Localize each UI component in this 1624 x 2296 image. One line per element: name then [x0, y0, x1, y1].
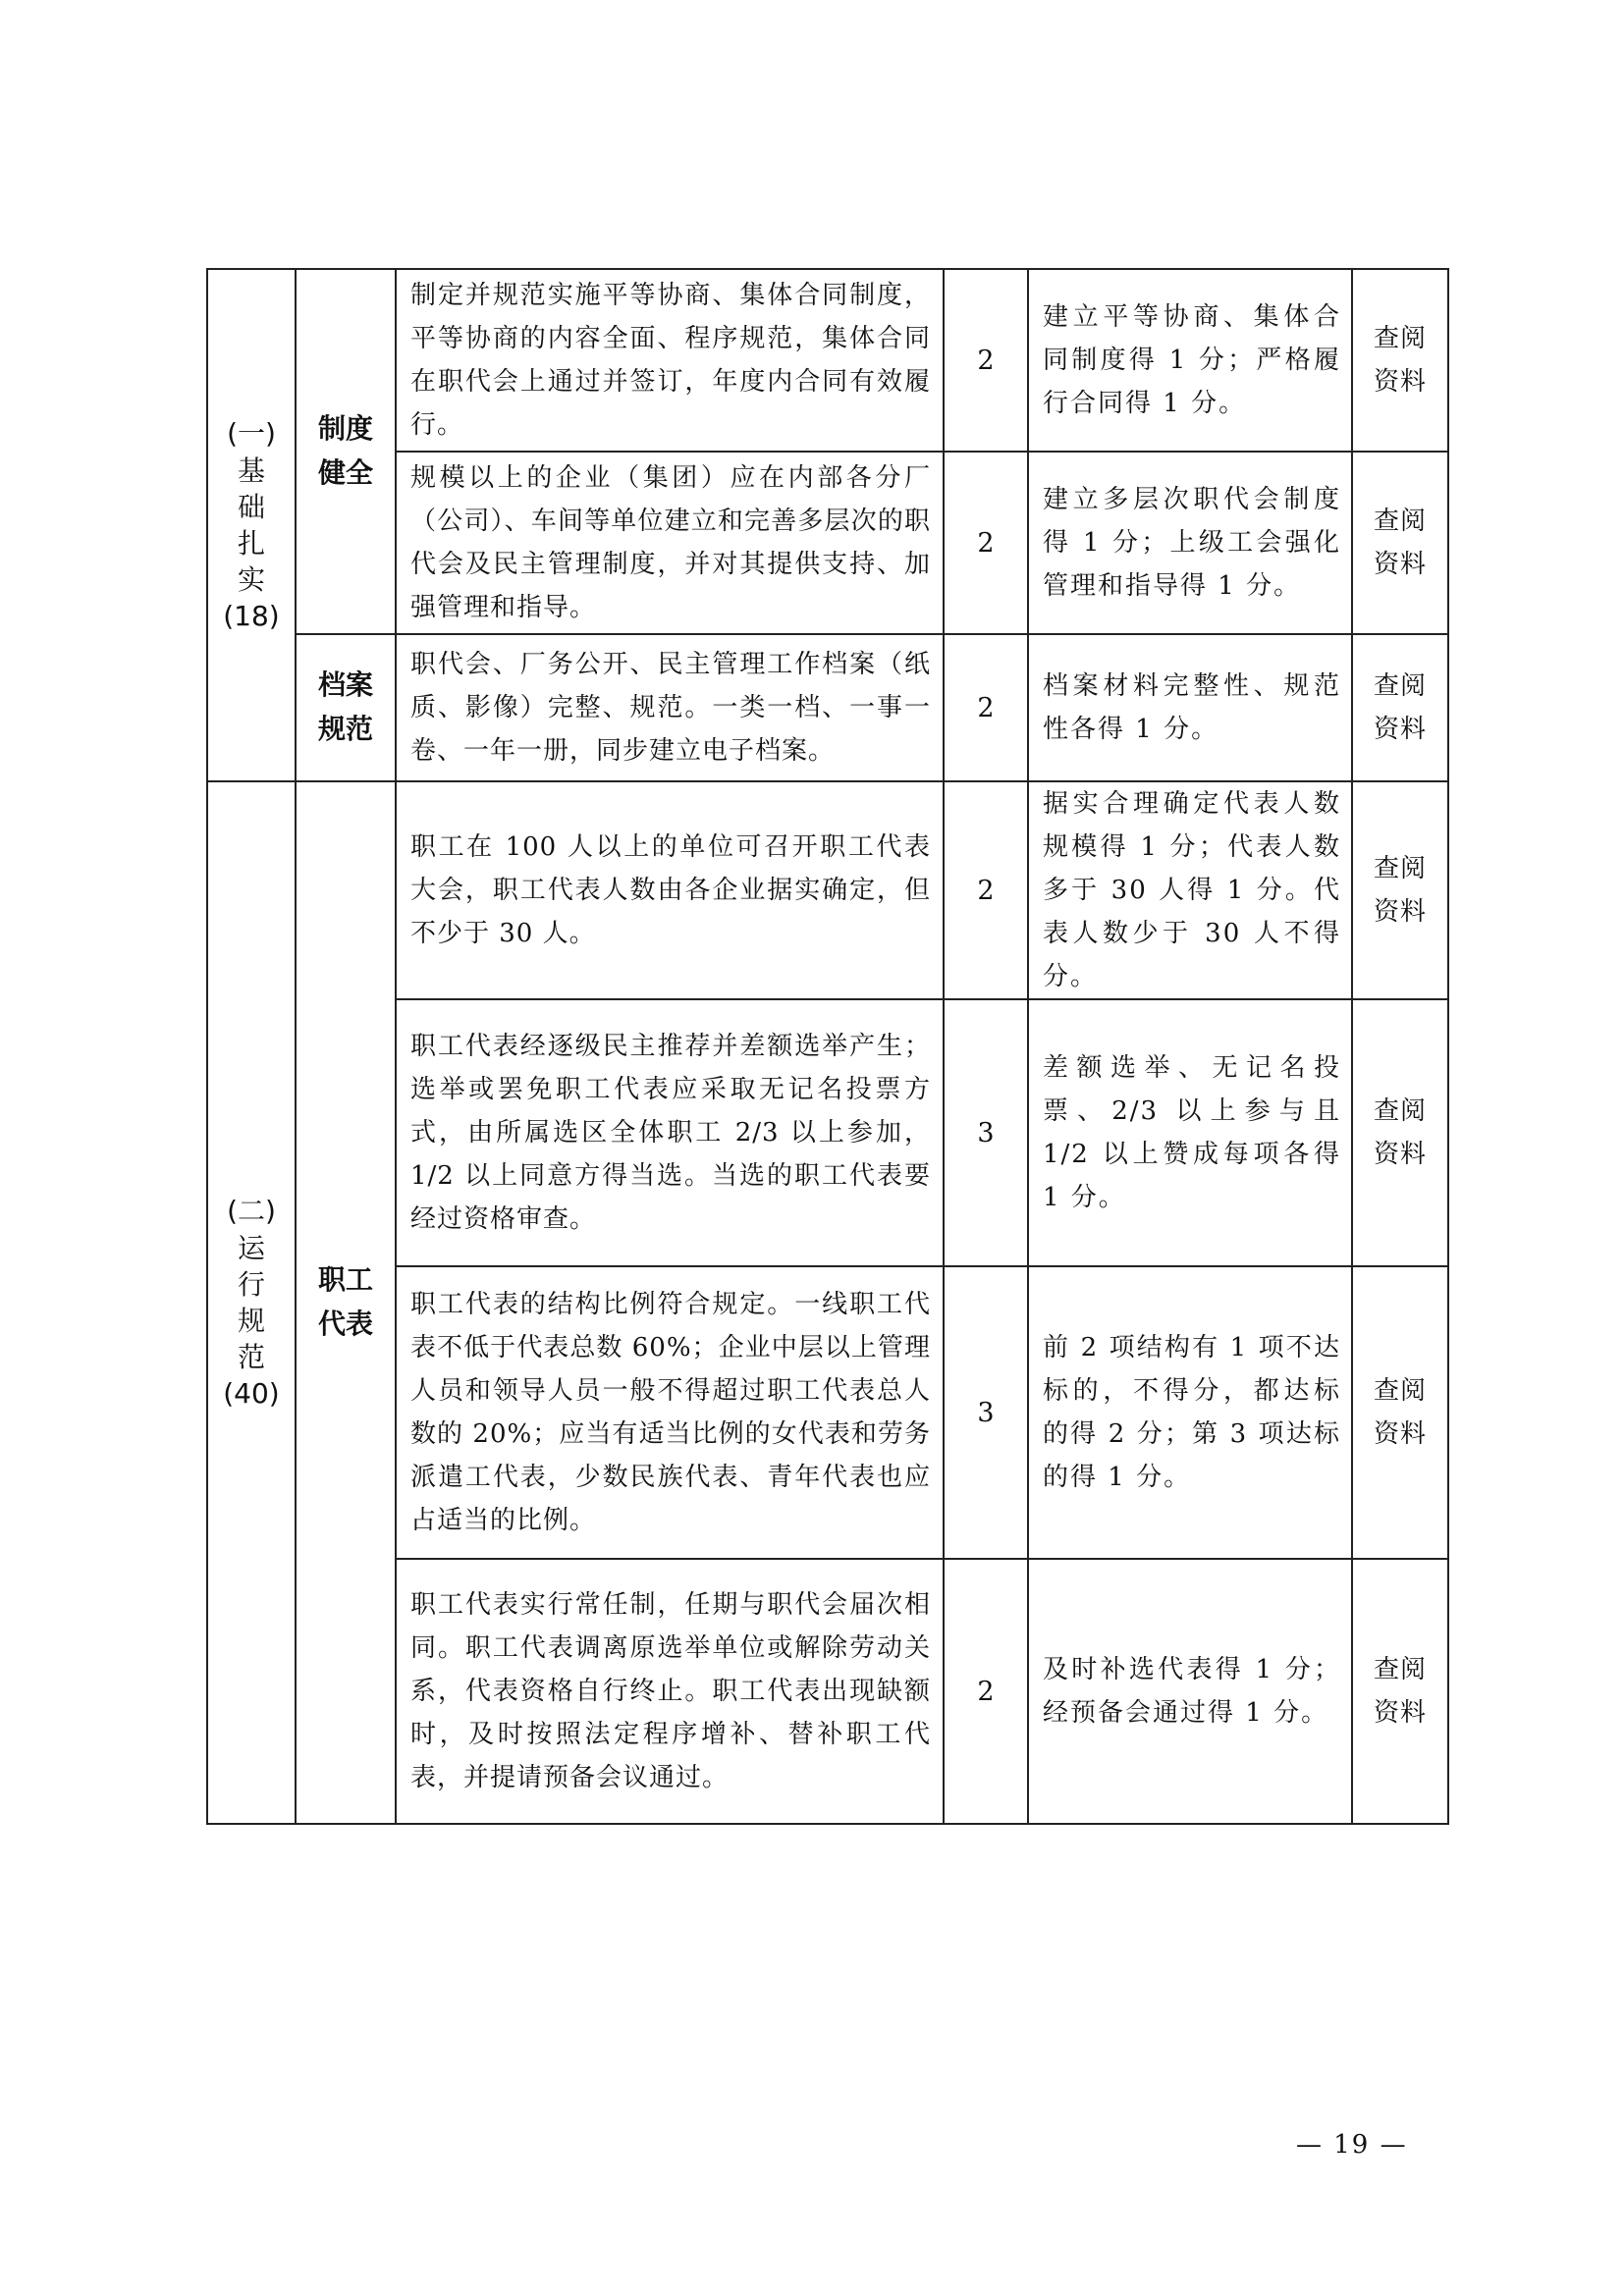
category-cell — [207, 781, 296, 1824]
method-cell: 查阅 资料 — [1352, 634, 1448, 781]
score-cell: 2 — [944, 452, 1028, 634]
content-cell: 职工在 100 人以上的单位可召开职工代表大会，职工代表人数由各企业据实确定，但不少于 30 人。 — [396, 781, 944, 999]
standard-cell: 差额选举、无记名投票、2/3 以上参与且 1/2 以上赞成每项各得 1 分。 — [1028, 999, 1352, 1266]
score-cell: 2 — [944, 1559, 1028, 1824]
subcategory-label: 档案 规范 — [317, 668, 373, 745]
content-cell: 规模以上的企业（集团）应在内部各分厂（公司）、车间等单位建立和完善多层次的职代会及民主管理制度，并对其提供支持、加强管理和指导。 — [396, 452, 944, 634]
method-cell: 查阅 资料 — [1352, 781, 1448, 999]
score-cell: 3 — [944, 1266, 1028, 1559]
subcategory-cell — [296, 781, 396, 1824]
subcategory-label: 职工 代表 — [317, 1263, 373, 1340]
score-cell: 2 — [944, 781, 1028, 999]
content-cell: 职代会、厂务公开、民主管理工作档案（纸质、影像）完整、规范。一类一档、一事一卷、一年一册，同步建立电子档案。 — [396, 634, 944, 781]
score-cell: 2 — [944, 269, 1028, 452]
content-cell: 职工代表实行常任制，任期与职代会届次相同。职工代表调离原选举单位或解除劳动关系，代表资格自行终止。职工代表出现缺额时，及时按照法定程序增补、替补职工代表，并提请预备会议通过。 — [396, 1559, 944, 1824]
category-cell — [207, 269, 296, 781]
standard-cell: 档案材料完整性、规范性各得 1 分。 — [1028, 634, 1352, 781]
page-number: — 19 — — [1296, 2130, 1408, 2160]
table-row — [207, 269, 1448, 452]
score-cell: 2 — [944, 634, 1028, 781]
category-label: (一) 基 础 扎 实 (18) — [223, 417, 280, 633]
standard-cell: 建立平等协商、集体合同制度得 1 分；严格履行合同得 1 分。 — [1028, 269, 1352, 452]
standard-cell: 前 2 项结构有 1 项不达标的，不得分，都达标的得 2 分；第 3 项达标的得 1 分。 — [1028, 1266, 1352, 1559]
standard-cell: 据实合理确定代表人数规模得 1 分；代表人数多于 30 人得 1 分。代表人数少于 30 人不得分。 — [1028, 781, 1352, 999]
table-row — [207, 781, 1448, 999]
category-label: (二) 运 行 规 范 (40) — [223, 1195, 280, 1411]
method-cell: 查阅 资料 — [1352, 269, 1448, 452]
method-cell: 查阅 资料 — [1352, 1266, 1448, 1559]
subcategory-cell — [296, 634, 396, 781]
standard-cell: 建立多层次职代会制度得 1 分；上级工会强化管理和指导得 1 分。 — [1028, 452, 1352, 634]
content-cell: 职工代表经逐级民主推荐并差额选举产生；选举或罢免职工代表应采取无记名投票方式，由所属选区全体职工 2/3 以上参加，1/2 以上同意方得当选。当选的职工代表要经过资格审查。 — [396, 999, 944, 1266]
evaluation-table — [206, 268, 1449, 1825]
content-cell: 制定并规范实施平等协商、集体合同制度，平等协商的内容全面、程序规范，集体合同在职代会上通过并签订，年度内合同有效履行。 — [396, 269, 944, 452]
score-cell: 3 — [944, 999, 1028, 1266]
method-cell: 查阅 资料 — [1352, 999, 1448, 1266]
method-cell: 查阅 资料 — [1352, 452, 1448, 634]
subcategory-cell — [296, 269, 396, 634]
content-cell: 职工代表的结构比例符合规定。一线职工代表不低于代表总数 60%；企业中层以上管理人员和领导人员一般不得超过职工代表总人数的 20%；应当有适当比例的女代表和劳务派遣工代表，少数民族代表、青年代表也应占适当的比例。 — [396, 1266, 944, 1559]
method-cell: 查阅 资料 — [1352, 1559, 1448, 1824]
table-row — [207, 634, 1448, 781]
subcategory-label: 制度 健全 — [317, 412, 373, 489]
standard-cell: 及时补选代表得 1 分；经预备会通过得 1 分。 — [1028, 1559, 1352, 1824]
